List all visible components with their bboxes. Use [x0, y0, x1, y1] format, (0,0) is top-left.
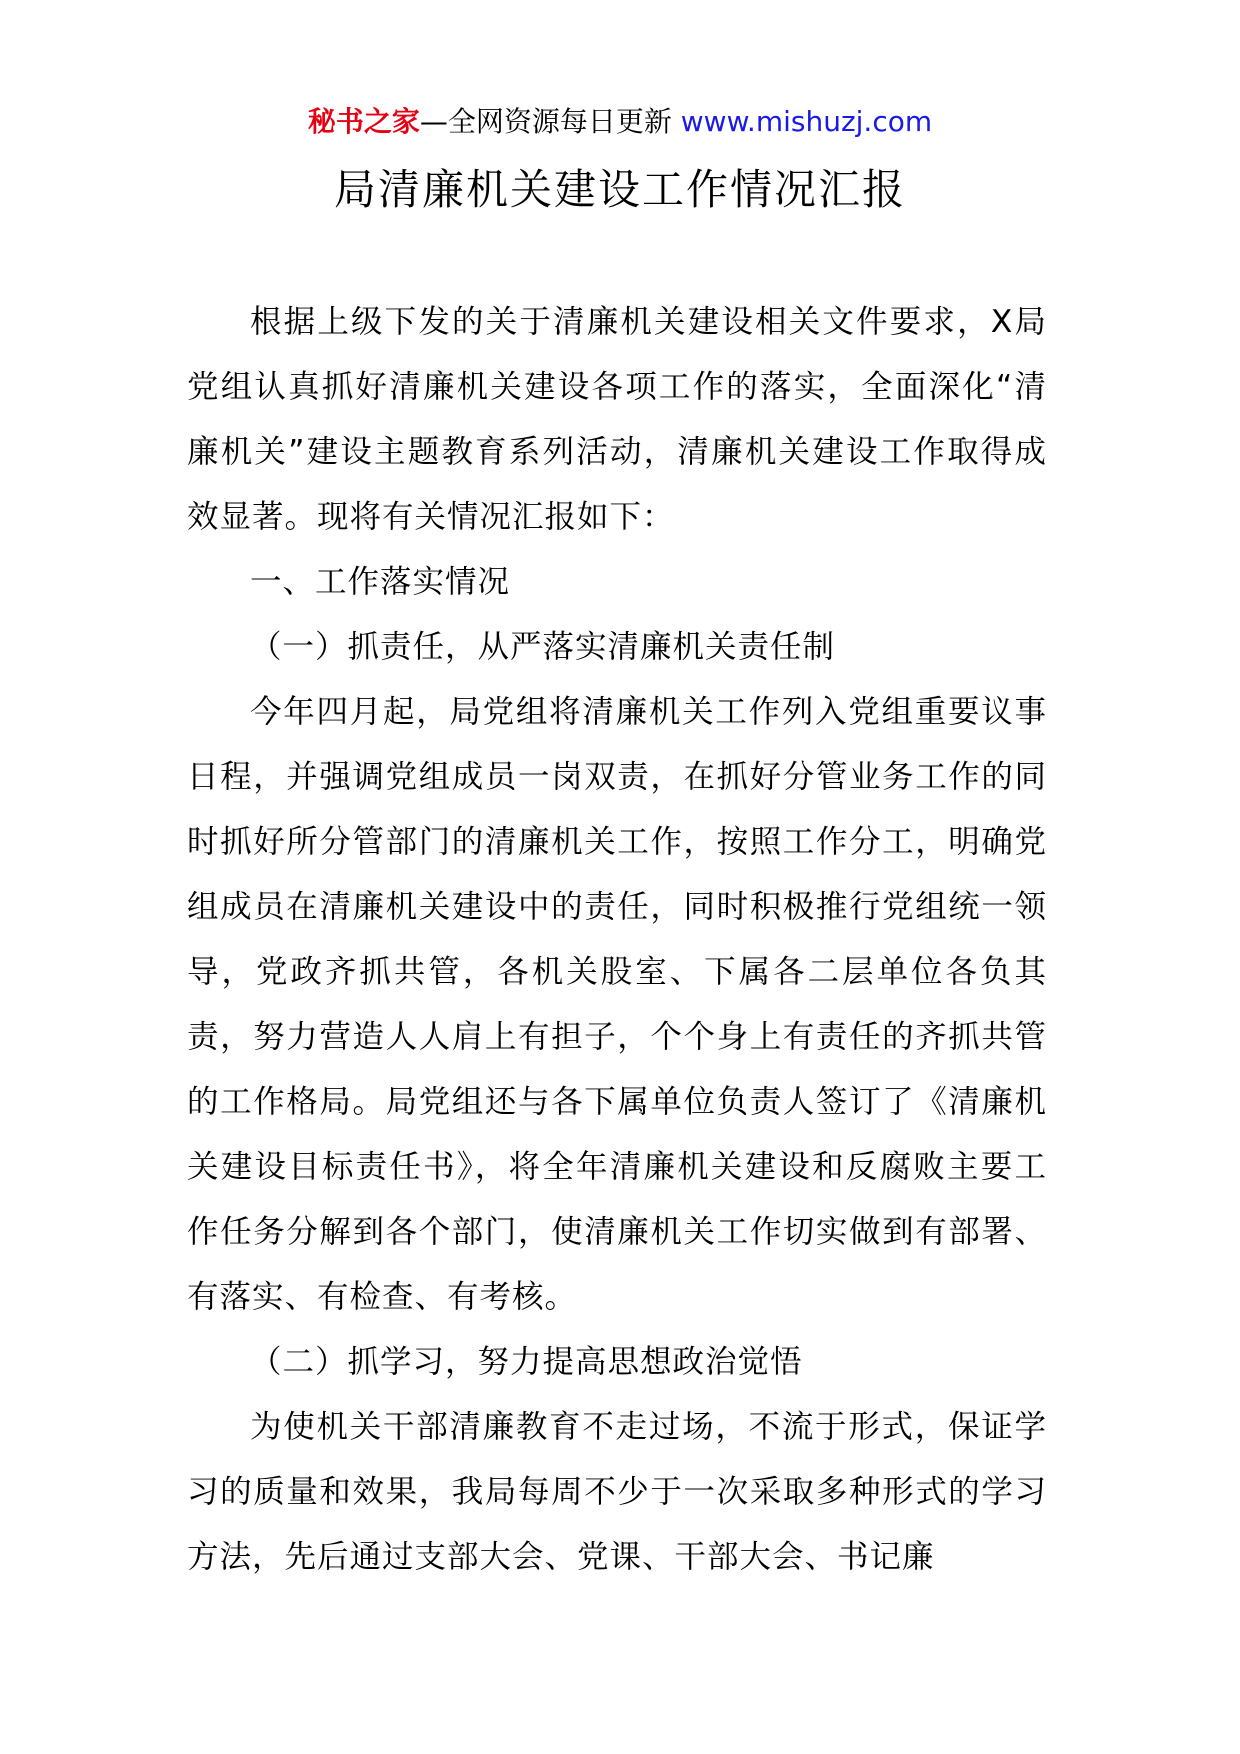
site-header — [0, 100, 1240, 144]
subsection-heading-1: （一）抓责任，从严落实清廉机关责任制 — [250, 629, 836, 665]
paragraph-responsibility: 今年四月起，局党组将清廉机关工作列入党组重要议事日程，并强调党组成员一岗双责，在抓好分管业务工作的同时抓好所分管部门的清廉机关工作，按照工作分工，明确党组成员在清廉机关建设中的责任，同时积极推行党组统一领导，党政齐抓共管，各机关股室、下属各二层单位各负其责，努力营造人人肩上有担子，个个身上有责任的齐抓共管的工作格局。局党组还与各下属单位负责人签订了《清廉机关建设目标责任书》，将全年清廉机关建设和反腐败主要工作任务分解到各个部门，使清廉机关工作切实做到有部署、有落实、有检查、有考核。 — [187, 694, 1047, 1315]
section-heading: 一、工作落实情况 — [250, 564, 511, 600]
paragraph-study: 为使机关干部清廉教育不走过场，不流于形式，保证学习的质量和效果，我局每周不少于一次采取多种形式的学习方法，先后通过支部大会、党课、干部大会、书记廉 — [187, 1409, 1047, 1575]
document-title: 局清廉机关建设工作情况汇报 — [333, 165, 906, 214]
subsection-heading-2: （二）抓学习，努力提高思想政治觉悟 — [250, 1344, 803, 1380]
brand-name: 秘书之家 — [307, 105, 420, 138]
paragraph-intro: 根据上级下发的关于清廉机关建设相关文件要求，X局党组认真抓好清廉机关建设各项工作的落实，全面深化“清廉机关”建设主题教育系列活动，清廉机关建设工作取得成效显著。现将有关情况汇报如下： — [187, 304, 1047, 535]
site-url-link[interactable]: www.mishuzj.com — [680, 105, 933, 138]
document-body — [187, 290, 1047, 1590]
header-slogan: —全网资源每日更新 — [419, 105, 681, 138]
